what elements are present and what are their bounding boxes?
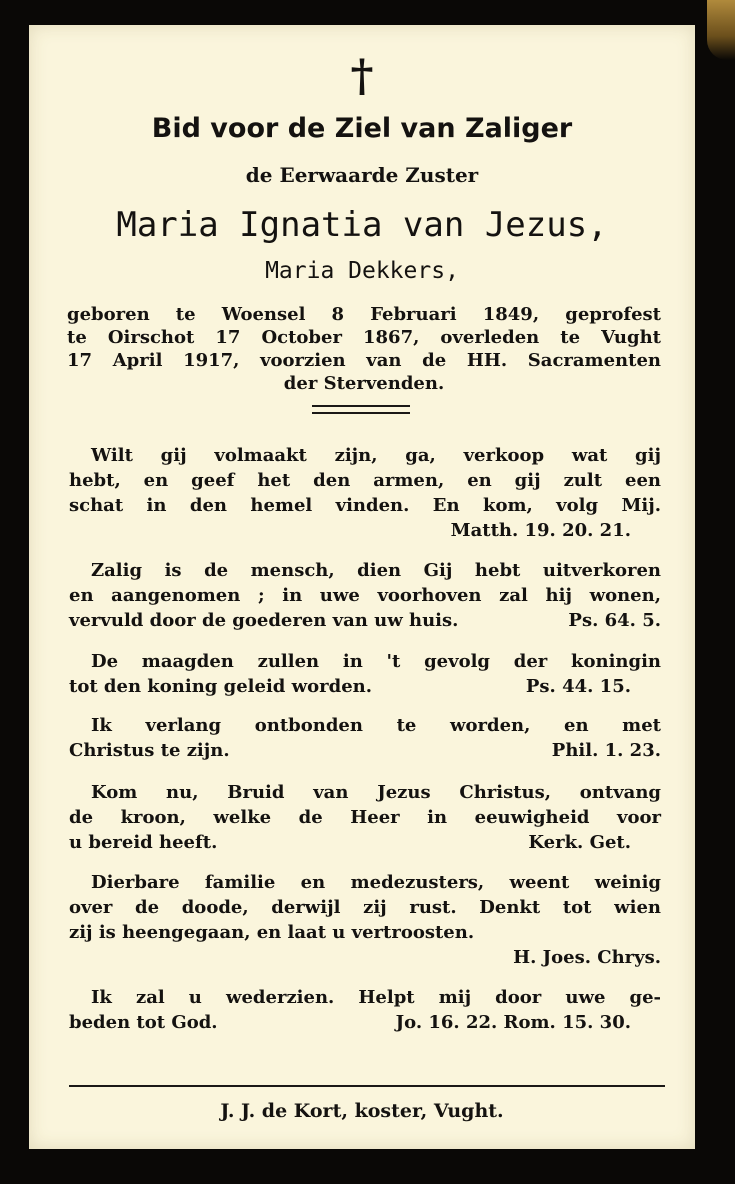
quote-reference: Kerk. Get. [528,832,631,853]
quote-reference: Ps. 64. 5. [568,610,661,631]
quote-block [69,649,661,699]
card-corner-wear [707,0,735,60]
religious-name: Maria Ignatia van Jezus, [116,205,608,245]
quote-line: Christus te zijn. [69,740,230,761]
quote-line: De maagden zullen in 't gevolg der koningin [91,651,661,672]
biography [67,303,661,395]
prayer-heading: Bid voor de Ziel van Zaliger [151,113,573,144]
quote-line: Ik verlang ontbonden te worden, en met [91,715,661,736]
quote-reference: H. Joes. Chrys. [513,947,661,968]
bio-line: der Stervenden. [283,373,445,394]
quote-line: de kroon, welke de Heer in eeuwigheid voor [69,807,661,828]
quote-line: vervuld door de goederen van uw huis. [69,610,459,631]
quote-block [69,780,661,855]
quote-line: over de doode, derwijl zij rust. Denkt tot wien [69,897,661,918]
memorial-card [29,25,695,1149]
quote-reference: Matth. 19. 20. 21. [450,520,631,541]
quote-line: Wilt gij volmaakt zijn, ga, verkoop wat gij [91,445,661,466]
quote-line: tot den koning geleid worden. [69,676,373,697]
printer-credit: J. J. de Kort, koster, Vught. [220,1100,504,1122]
quote-line: en aangenomen ; in uwe voorhoven zal hij wonen, [69,585,661,606]
quote-line: schat in den hemel vinden. En kom, volg Mij. [69,495,661,516]
quote-line: Dierbare familie en medezusters, weent weinig [91,872,661,893]
quote-line: beden tot God. [69,1012,218,1033]
quote-line: zij is heengegaan, en laat u vertroosten. [69,922,475,943]
quote-line: Ik zal u wederzien. Helpt mij door uwe ge- [91,987,661,1008]
quote-reference: Jo. 16. 22. Rom. 15. 30. [395,1012,631,1033]
quote-block [69,558,661,633]
bio-line: 17 April 1917, voorzien van de HH. Sacramenten [67,350,661,371]
quote-block [69,713,661,763]
quote-line: hebt, en geef het den armen, en gij zult een [69,470,661,491]
title-line: de Eerwaarde Zuster [245,163,479,187]
bio-line: te Oirschot 17 October 1867, overleden te Vught [67,327,661,348]
birth-name: Maria Dekkers, [265,258,459,284]
cross-icon: † [350,51,374,102]
quote-line: Kom nu, Bruid van Jezus Christus, ontvang [91,782,661,803]
quote-block [69,443,661,543]
double-divider [312,405,410,414]
quote-line: Zalig is de mensch, dien Gij hebt uitverkoren [91,560,661,581]
quote-reference: Phil. 1. 23. [551,740,661,761]
footer-divider [69,1085,665,1087]
quote-line: u bereid heeft. [69,832,218,853]
bio-line: geboren te Woensel 8 Februari 1849, geprofest [67,304,661,325]
quote-reference: Ps. 44. 15. [525,676,631,697]
quote-block [69,985,661,1035]
quote-block [69,870,661,970]
